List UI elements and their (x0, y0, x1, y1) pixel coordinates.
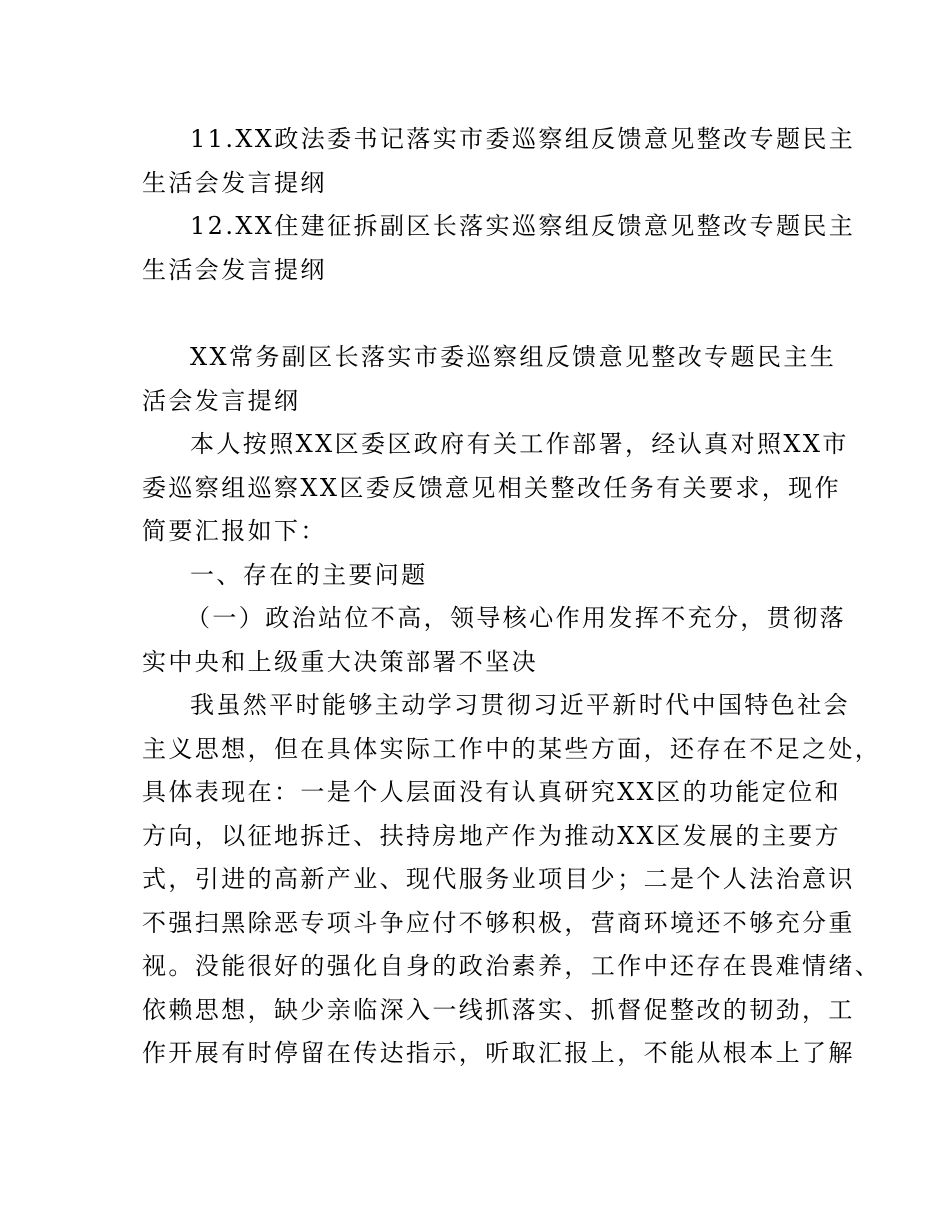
intro-paragraph-line-1: 本人按照XX区委区政府有关工作部署，经认真对照XX市 (190, 430, 849, 458)
body-paragraph-line-5: 式，引进的高新产业、现代服务业项目少；二是个人法治意识 (142, 865, 855, 893)
document-title-line-1: XX常务副区长落实市委巡察组反馈意见整改专题民主生 (190, 343, 837, 371)
body-paragraph-line-7: 视。没能很好的强化自身的政治素养，工作中还存在畏难情绪、 (142, 952, 882, 980)
body-paragraph-line-2: 主义思想，但在具体实际工作中的某些方面，还存在不足之处， (142, 735, 882, 763)
toc-item-11-line-1: 11.XX政法委书记落实市委巡察组反馈意见整改专题民主 (190, 125, 856, 153)
section-heading-1: 一、存在的主要问题 (190, 561, 428, 589)
subsection-heading-1-line-1: （一）政治站位不高，领导核心作用发挥不充分，贯彻落 (186, 604, 846, 632)
toc-item-11-line-2: 生活会发言提纲 (142, 169, 327, 197)
intro-paragraph-line-2: 委巡察组巡察XX区委反馈意见相关整改任务有关要求，现作 (142, 474, 841, 502)
body-paragraph-line-1: 我虽然平时能够主动学习贯彻习近平新时代中国特色社会 (190, 691, 850, 719)
document-title-line-2: 活会发言提纲 (142, 387, 301, 415)
body-paragraph-line-4: 方向，以征地拆迁、扶持房地产作为推动XX区发展的主要方 (142, 822, 841, 850)
subsection-heading-1-line-2: 实中央和上级重大决策部署不坚决 (142, 648, 538, 676)
body-paragraph-line-3: 具体表现在：一是个人层面没有认真研究XX区的功能定位和 (142, 778, 841, 806)
body-paragraph-line-9: 作开展有时停留在传达指示，听取汇报上，不能从根本上了解 (142, 1039, 855, 1067)
body-paragraph-line-6: 不强扫黑除恶专项斗争应付不够积极，营商环境还不够充分重 (142, 909, 855, 937)
toc-item-12-line-2: 生活会发言提纲 (142, 256, 327, 284)
intro-paragraph-line-3: 简要汇报如下： (142, 517, 327, 545)
body-paragraph-line-8: 依赖思想，缺少亲临深入一线抓落实、抓督促整改的韧劲，工 (142, 996, 855, 1024)
toc-item-12-line-1: 12.XX住建征拆副区长落实巡察组反馈意见整改专题民主 (190, 212, 856, 240)
